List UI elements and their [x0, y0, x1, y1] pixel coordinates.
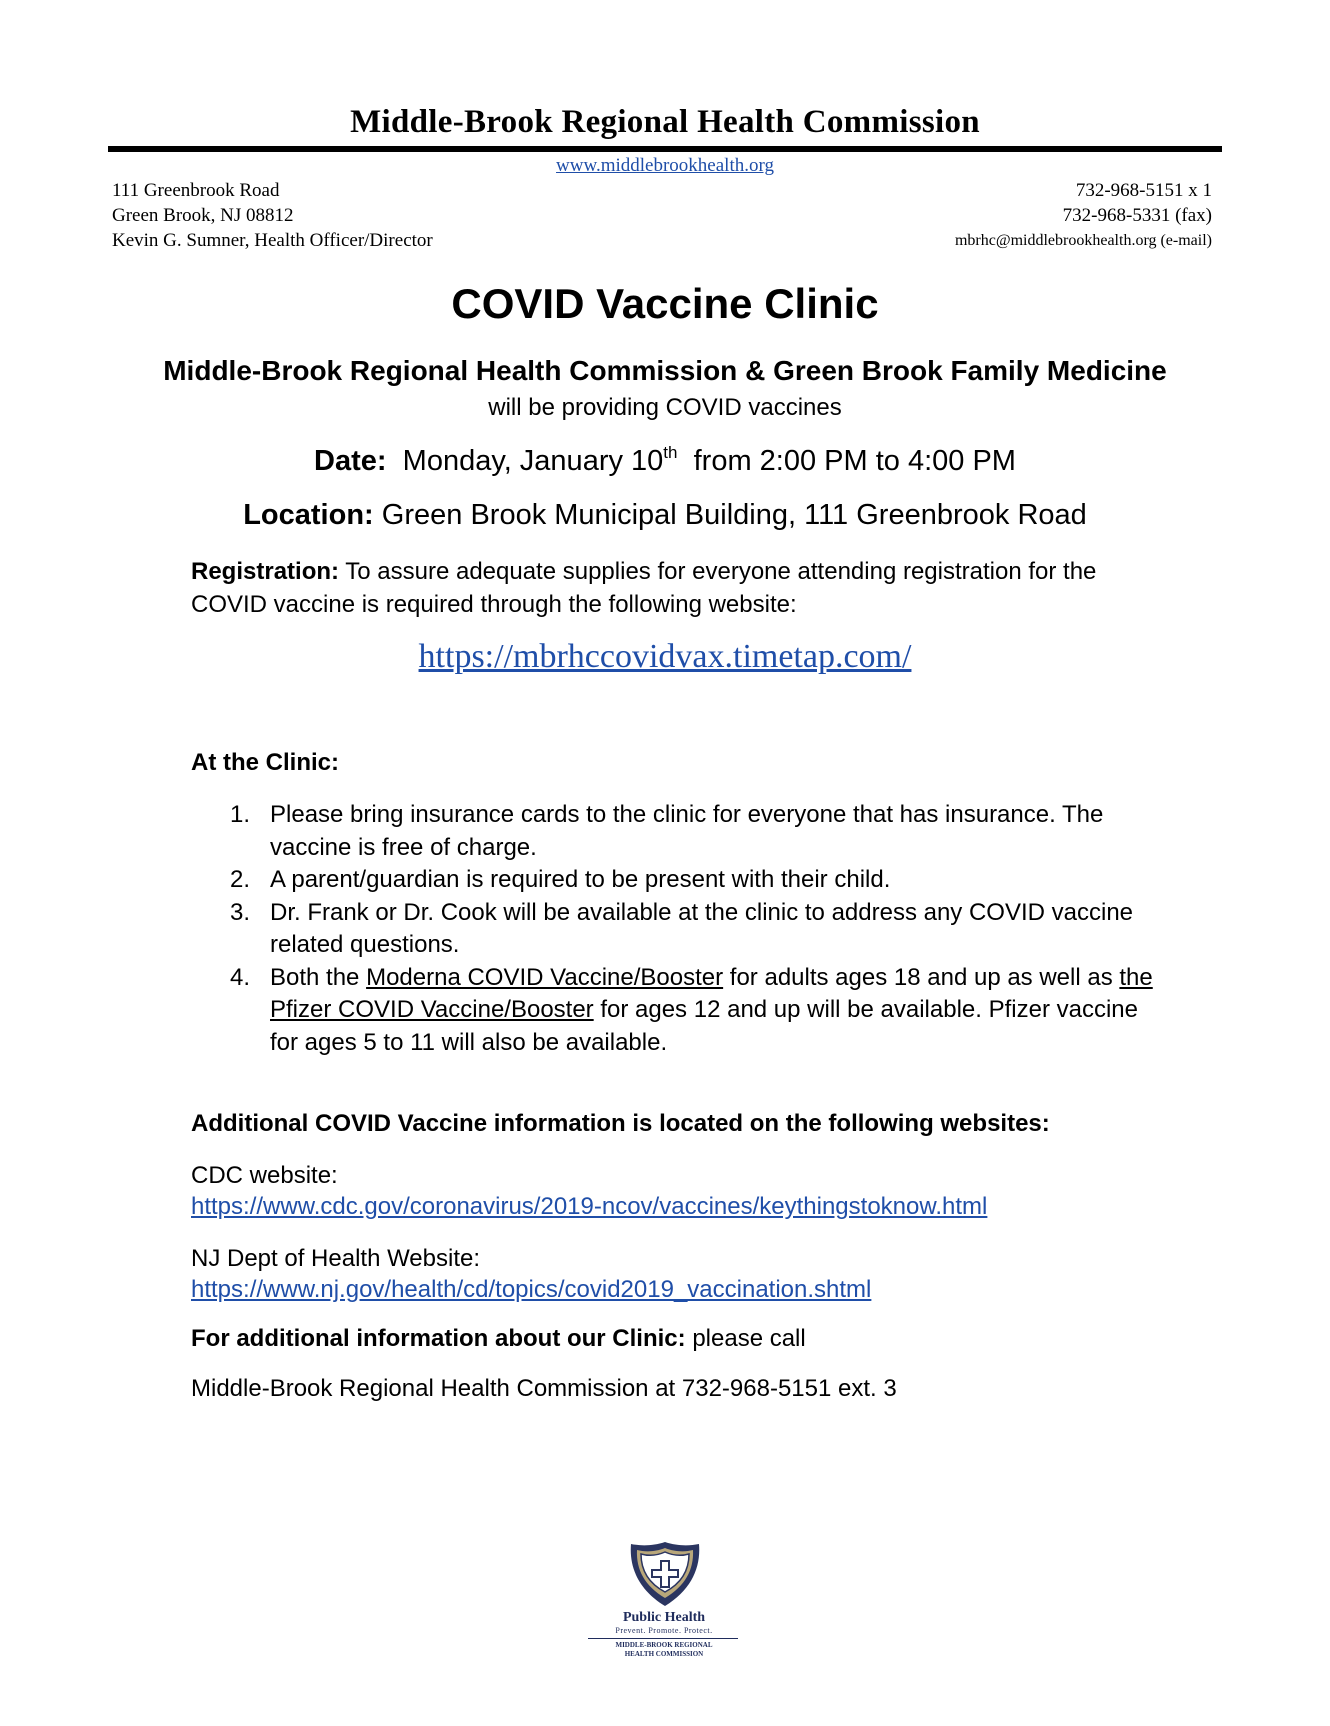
letterhead-org-name: Middle-Brook Regional Health Commission [350, 104, 980, 140]
clinic-list [226, 799, 1156, 1059]
location-label: Location: [243, 499, 374, 531]
nj-label: NJ Dept of Health Website: [191, 1245, 481, 1272]
address-line-2: Green Brook, NJ 08812 [112, 205, 294, 226]
providing-text: will be providing COVID vaccines [488, 394, 842, 421]
moderna-link[interactable]: Moderna COVID Vaccine/Booster [366, 963, 724, 991]
contact-label: For additional information about our Clinic: [191, 1325, 686, 1352]
list-item: 1. Please bring insurance cards to the clinic for everyone that has insurance. The vaccine is free of charge. [230, 801, 1104, 861]
providers-heading: Middle-Brook Regional Health Commission & Green Brook Family Medicine [163, 355, 1167, 386]
registration-paragraph [191, 555, 1151, 621]
cdc-label: CDC website: [191, 1162, 338, 1189]
email-address: mbrhc@middlebrookhealth.org (e-mail) [954, 232, 1212, 249]
letterhead-contact [955, 178, 1212, 253]
logo-title: Public Health [622, 1610, 706, 1625]
list-item: 4. Both the Moderna COVID Vaccine/Booster for adults ages 18 and up as well as the Pfizer COVID Vaccine/Booster for ages 12 and up will be available. Pfizer vaccine for ages 5 to 11 will also be available. [230, 963, 1153, 1056]
nj-block [191, 1243, 871, 1305]
registration-url-line [0, 638, 1330, 676]
time-range: from 2:00 PM to 4:00 PM [693, 445, 1016, 477]
letterhead-website [0, 155, 1330, 177]
fax-number: 732-968-5331 (fax) [1062, 205, 1212, 226]
location-line [0, 499, 1330, 532]
address-line-1: 111 Greenbrook Road [112, 180, 280, 201]
date-suffix: th [663, 443, 678, 462]
date-label: Date: [314, 445, 387, 477]
date-line [0, 443, 1330, 478]
letterhead-address [112, 178, 433, 253]
additional-heading: Additional COVID Vaccine information is located on the following websites: [191, 1110, 1050, 1137]
cdc-link[interactable]: https://www.cdc.gov/coronavirus/2019-ncov/vaccines/keythingstoknow.html [191, 1193, 988, 1220]
clinic-heading: At the Clinic: [191, 749, 339, 776]
registration-label: Registration: [191, 558, 340, 585]
list-item: 2. A parent/guardian is required to be present with their child. [230, 866, 891, 893]
registration-link[interactable]: https://mbrhccovidvax.timetap.com/ [418, 638, 912, 675]
location-value: Green Brook Municipal Building, 111 Greenbrook Road [381, 499, 1087, 531]
website-link[interactable]: www.middlebrookhealth.org [556, 155, 774, 176]
contact-text: please call [692, 1325, 806, 1352]
nj-link[interactable]: https://www.nj.gov/health/cd/topics/covid2019_vaccination.shtml [191, 1276, 872, 1303]
cdc-block [191, 1160, 987, 1222]
page-title: COVID Vaccine Clinic [451, 280, 879, 327]
list-item: 3. Dr. Frank or Dr. Cook will be available at the clinic to address any COVID vaccine related questions. [230, 898, 1134, 958]
health-officer: Kevin G. Sumner, Health Officer/Director [112, 230, 433, 251]
phone-number: 732-968-5151 x 1 [1075, 180, 1212, 201]
public-health-shield-icon [627, 1540, 703, 1608]
letterhead-divider [108, 146, 1222, 152]
date-value: Monday, January 10 [402, 445, 664, 477]
registration-text: To assure adequate supplies for everyone attending registration for the COVID vaccine is required through the following website: [191, 558, 1097, 618]
contact-line [191, 1325, 806, 1353]
logo-org: MIDDLE-BROOK REGIONAL HEALTH COMMISSION [615, 1641, 713, 1658]
pfizer-link[interactable]: the Pfizer COVID Vaccine/Booster [270, 963, 1153, 1023]
logo-tagline: Prevent. Promote. Protect. [615, 1626, 713, 1635]
contact-phone-line: Middle-Brook Regional Health Commission at 732-968-5151 ext. 3 [191, 1375, 897, 1402]
logo-divider [588, 1638, 738, 1639]
